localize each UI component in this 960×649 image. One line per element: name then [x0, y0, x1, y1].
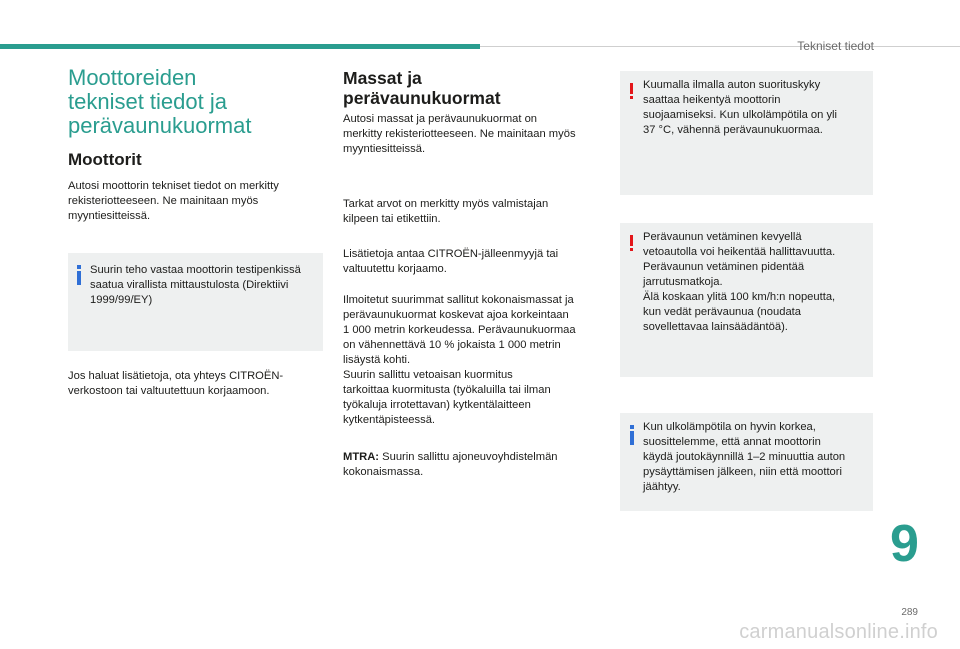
watermark: carmanualsonline.info	[739, 621, 938, 643]
page-title: Moottoreiden tekniset tiedot ja perävaunukuormat	[68, 65, 252, 138]
warning-box-towing	[620, 223, 873, 377]
contact-paragraph: Jos haluat lisätietoja, ota yhteys CITROËN- verkostoon tai valtuutettuun korjaamoon.	[68, 370, 284, 397]
masses-paragraph-4: Ilmoitetut suurimmat sallitut kokonaismassat ja perävaunukuormat koskevat ajoa korkeintaan 1 000 metrin korkeudessa. Perävaunukuormaa on vähennettävä 10 % jokaista 1 000 metrin lisäystä kohti. Suurin sallittu vetoaisan kuormitus tarkoittaa kuormitusta (työkaluilla tai ilman työkaluja irrotettavan) kytkentälaitteen kytkentäpisteessä.	[343, 294, 576, 426]
header-rule	[480, 46, 960, 47]
masses-paragraph-3: Lisätietoja antaa CITROËN-jälleenmyyjä tai valtuutettu korjaamo.	[343, 248, 559, 275]
masses-paragraph-1: Autosi massat ja perävaunukuormat on merkitty rekisteriotteeseen. Ne mainitaan myös myyntiesitteissä.	[343, 113, 576, 155]
section-title: Tekniset tiedot	[797, 39, 874, 53]
mtra-label: MTRA:	[343, 451, 380, 463]
info-box-text-3: Kun ulkolämpötila on hyvin korkea, suosittelemme, että annat moottorin käydä joutokäynnillä 1–2 minuuttia auton pysäyttämisen jälkeen, niin että moottori jäähtyy.	[643, 421, 846, 493]
heading-engines: Moottorit	[68, 150, 142, 169]
mtra-paragraph	[343, 450, 603, 480]
heading-masses: Massat ja perävaunukuormat	[343, 68, 501, 108]
header-accent-bar	[0, 44, 480, 49]
chapter-number: 9	[890, 515, 919, 573]
info-box-text: Suurin teho vastaa moottorin testipenkissä saatua virallista mittaustulosta (Direktiivi 1999/99/EY)	[90, 264, 301, 306]
mtra-text: Suurin sallittu ajoneuvoyhdistelmän kokonaismassa.	[343, 451, 558, 478]
warning-box-text-2: Perävaunun vetäminen kevyellä vetoautolla voi heikentää hallittavuutta. Perävaunun vetäminen pidentää jarrutusmatkoja. Älä koskaan ylitä 100 km/h:n nopeutta, kun vedät perävaunua (noudata sovellettavaa lainsäädäntöä).	[643, 231, 836, 333]
warning-box-hot-weather	[620, 71, 873, 195]
warning-box-text-1: Kuumalla ilmalla auton suorituskyky saattaa heikentyä moottorin suojaamiseksi. Kun ulkolämpötila on yli 37 °C, vähennä perävaunukuormaa.	[643, 79, 838, 136]
info-box-engine-cooling	[620, 413, 873, 511]
info-box-max-power	[68, 253, 323, 351]
page-number: 289	[901, 607, 918, 618]
masses-paragraph-2: Tarkat arvot on merkitty myös valmistajan kilpeen tai etikettiin.	[343, 198, 549, 225]
engines-paragraph: Autosi moottorin tekniset tiedot on merkitty rekisteriotteeseen. Ne mainitaan myös myyntiesitteissä.	[68, 180, 279, 222]
